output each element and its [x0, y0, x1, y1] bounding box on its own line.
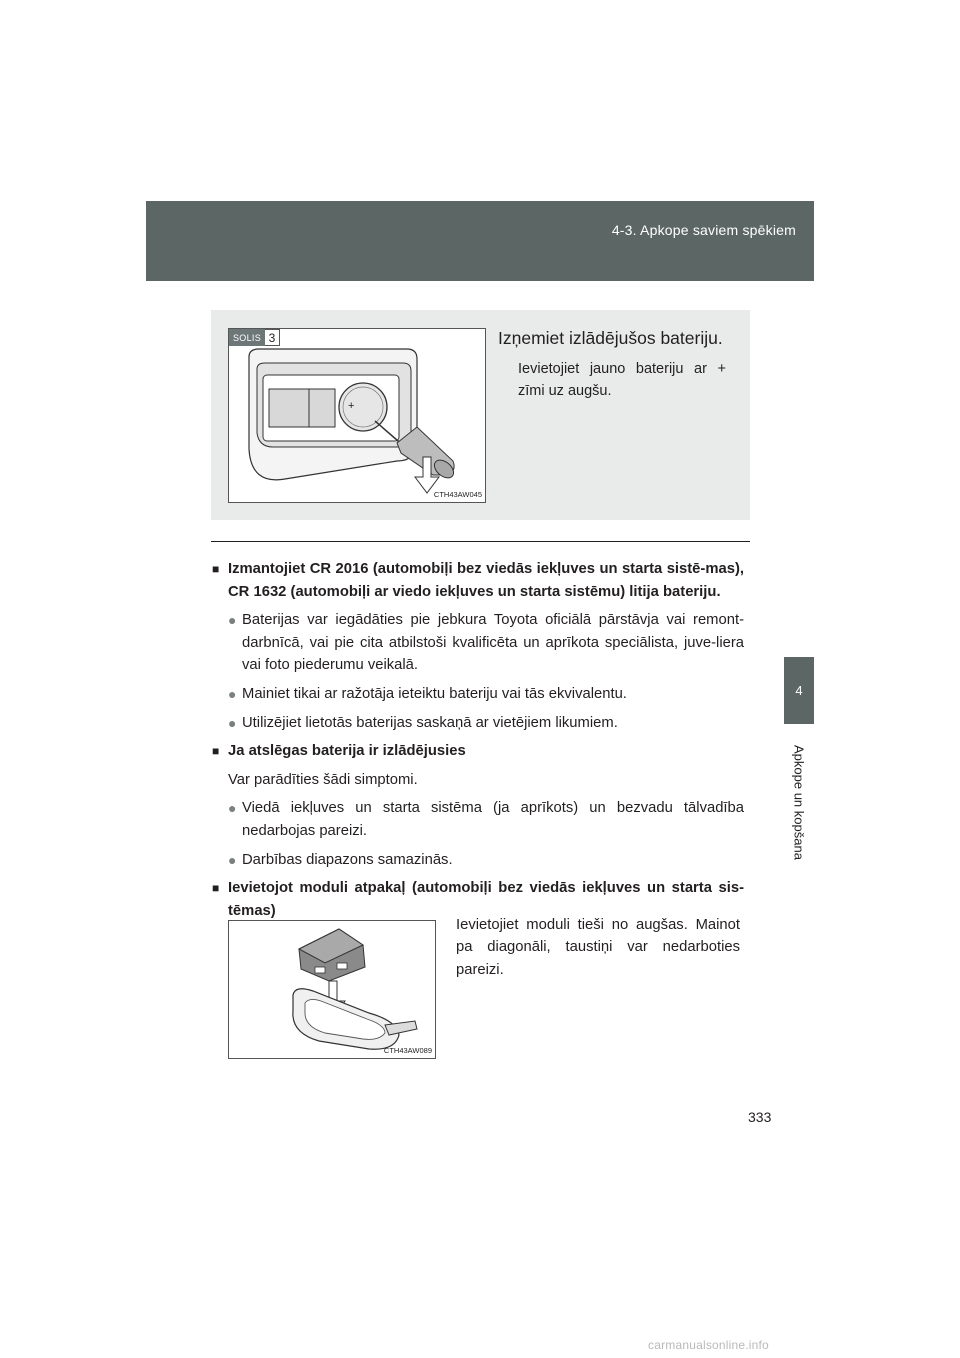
chapter-number: 4	[795, 683, 803, 698]
battery-removal-figure	[228, 328, 486, 503]
list-item	[228, 609, 744, 677]
list-item-text: Viedā iekļuves un starta sistēma (ja aprīkots) un bezvadu tālvadība nedarbojas pareizi.	[242, 800, 744, 839]
list-item	[228, 797, 744, 842]
header-band	[146, 201, 814, 281]
list-item-text: Utilizējiet lietotās baterijas saskaņā ar vietējiem likumiem.	[242, 714, 618, 731]
module-insert-illustration	[229, 921, 435, 1058]
section-title: Izmantojiet CR 2016 (automobiļi bez viedās iekļuves un starta sistē-mas), CR 1632 (automobiļi ar viedo iekļuves un starta sistēmu) litija bateriju.	[228, 561, 744, 600]
notes-content	[212, 558, 744, 928]
plus-mark: +	[348, 400, 355, 412]
section-marker: ■	[212, 881, 220, 896]
module-insert-figure	[228, 920, 436, 1059]
list-item-text: Baterijas var iegādāties pie jebkura Toyota oficiālā pārstāvja vai remont-darbnīcā, vai pie cita atbilstoši kvalificēta un aprīkota speciālista, juve-liera vai foto piederumu veikalā.	[242, 612, 744, 674]
section-title: 4-3. Apkope saviem spēkiem	[611, 222, 796, 238]
section-heading	[212, 558, 744, 603]
list-item-text: Mainiet tikai ar ražotāja ieteiktu bateriju vai tās ekvivalentu.	[242, 685, 627, 702]
bullet-icon: ●	[228, 714, 237, 731]
list-item	[228, 849, 744, 872]
section-title: Ja atslēgas baterija ir izlādējusies	[228, 743, 466, 760]
step-panel	[211, 310, 750, 520]
key-battery-illustration	[229, 329, 485, 502]
list-item	[228, 712, 744, 735]
section-intro: Var parādīties šādi simptomi.	[228, 771, 418, 788]
section-title: Ievietojot moduli atpakaļ (automobiļi bez viedās iekļuves un starta sis-tēmas)	[228, 880, 744, 919]
step-badge-number: 3	[265, 329, 280, 346]
step-heading: Izņemiet izlādējušos bateriju.	[498, 328, 723, 348]
bullet-icon: ●	[228, 685, 237, 702]
step-note: Ievietojiet jauno bateriju ar + zīmi uz augšu.	[518, 361, 726, 399]
list-item	[228, 683, 744, 706]
section-marker: ■	[212, 744, 220, 759]
chapter-side-label	[784, 732, 814, 872]
module-figure-caption: Ievietojiet moduli tieši no augšas. Mainot pa diagonāli, taustiņi var nedarboties pareizi.	[456, 917, 740, 978]
chapter-tab	[784, 657, 814, 724]
chapter-label: Apkope un kopšana	[791, 744, 807, 860]
bullet-icon: ●	[228, 800, 237, 817]
figure-code: CTH43AW045	[433, 490, 482, 499]
section-marker: ■	[212, 562, 220, 576]
step-badge-word: SOLIS	[229, 329, 265, 346]
bullet-icon: ●	[228, 851, 237, 868]
page-number: 333	[748, 1109, 772, 1125]
list-item-text: Darbības diapazons samazinās.	[242, 851, 453, 868]
section-divider	[211, 541, 750, 542]
figure-code: CTH43AW089	[383, 1046, 432, 1055]
section-heading	[212, 740, 744, 763]
watermark: carmanualsonline.info	[648, 1338, 769, 1352]
bullet-icon: ●	[228, 612, 237, 629]
